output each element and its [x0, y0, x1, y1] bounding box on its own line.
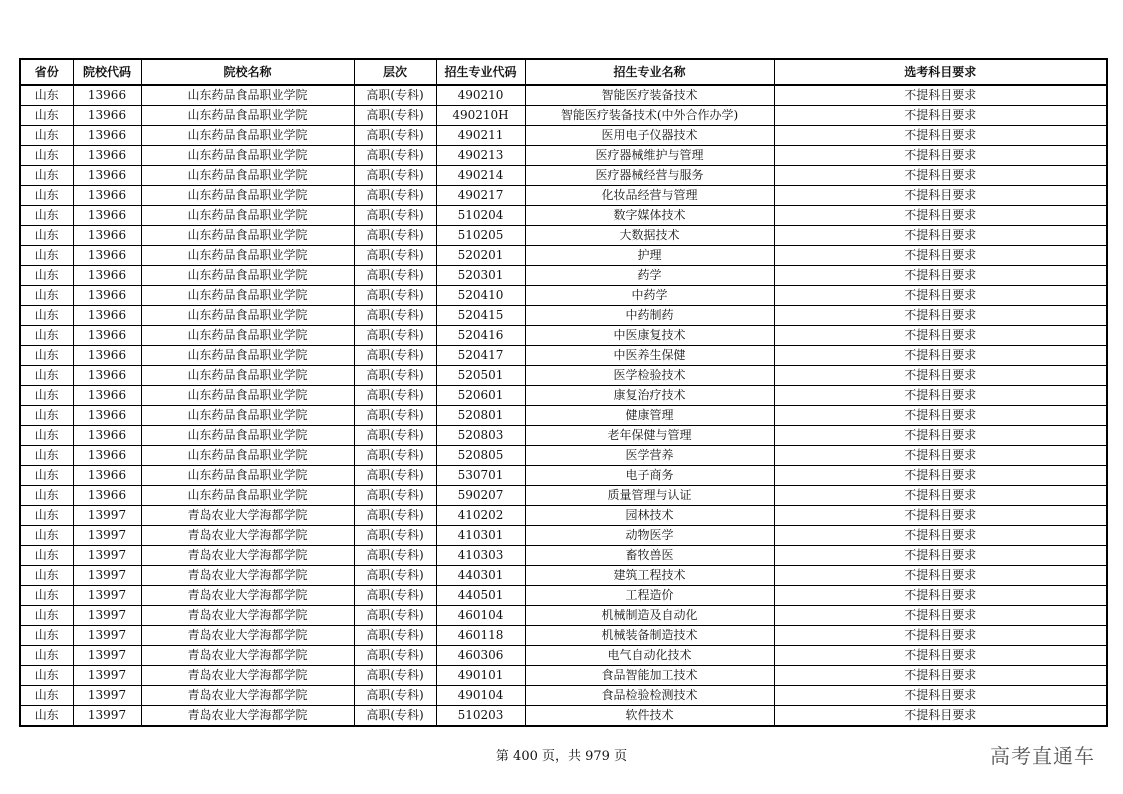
cell-level: 高职(专科) [354, 466, 436, 486]
cell-major-code: 490210 [436, 85, 525, 106]
cell-level: 高职(专科) [354, 446, 436, 466]
table-row [20, 606, 1107, 626]
cell-major-name: 电气自动化技术 [525, 646, 774, 666]
table-header [20, 59, 1107, 85]
cell-major-name: 建筑工程技术 [525, 566, 774, 586]
cell-major-code: 460306 [436, 646, 525, 666]
cell-subject-requirement: 不提科目要求 [774, 146, 1107, 166]
header-level: 层次 [354, 59, 436, 85]
cell-major-name: 化妆品经营与管理 [525, 186, 774, 206]
table-row [20, 406, 1107, 426]
cell-major-code: 520410 [436, 286, 525, 306]
cell-subject-requirement: 不提科目要求 [774, 126, 1107, 146]
table-row [20, 266, 1107, 286]
cell-school-name: 青岛农业大学海都学院 [141, 606, 354, 626]
cell-subject-requirement: 不提科目要求 [774, 446, 1107, 466]
cell-subject-requirement: 不提科目要求 [774, 666, 1107, 686]
cell-subject-requirement: 不提科目要求 [774, 306, 1107, 326]
cell-major-code: 510205 [436, 226, 525, 246]
header-major-code: 招生专业代码 [436, 59, 525, 85]
cell-school-name: 山东药品食品职业学院 [141, 166, 354, 186]
cell-subject-requirement: 不提科目要求 [774, 486, 1107, 506]
cell-school-name: 山东药品食品职业学院 [141, 186, 354, 206]
cell-school-name: 山东药品食品职业学院 [141, 486, 354, 506]
cell-major-code: 520501 [436, 366, 525, 386]
cell-school-code: 13997 [73, 506, 141, 526]
cell-subject-requirement: 不提科目要求 [774, 706, 1107, 727]
cell-major-code: 530701 [436, 466, 525, 486]
table-row [20, 526, 1107, 546]
cell-major-name: 电子商务 [525, 466, 774, 486]
cell-subject-requirement: 不提科目要求 [774, 206, 1107, 226]
cell-level: 高职(专科) [354, 85, 436, 106]
cell-subject-requirement: 不提科目要求 [774, 386, 1107, 406]
cell-subject-requirement: 不提科目要求 [774, 626, 1107, 646]
table-row [20, 586, 1107, 606]
cell-major-name: 质量管理与认证 [525, 486, 774, 506]
table-row [20, 346, 1107, 366]
cell-major-code: 460118 [436, 626, 525, 646]
cell-province: 山东 [20, 346, 73, 366]
cell-major-code: 520416 [436, 326, 525, 346]
cell-school-name: 青岛农业大学海都学院 [141, 546, 354, 566]
table-row [20, 286, 1107, 306]
cell-school-name: 山东药品食品职业学院 [141, 346, 354, 366]
header-row [20, 59, 1107, 85]
cell-school-name: 山东药品食品职业学院 [141, 306, 354, 326]
cell-school-name: 山东药品食品职业学院 [141, 246, 354, 266]
table-row [20, 666, 1107, 686]
cell-subject-requirement: 不提科目要求 [774, 226, 1107, 246]
cell-major-code: 520417 [436, 346, 525, 366]
cell-school-name: 青岛农业大学海都学院 [141, 626, 354, 646]
cell-school-code: 13966 [73, 306, 141, 326]
cell-school-name: 山东药品食品职业学院 [141, 266, 354, 286]
cell-subject-requirement: 不提科目要求 [774, 346, 1107, 366]
cell-school-name: 青岛农业大学海都学院 [141, 526, 354, 546]
cell-school-code: 13966 [73, 426, 141, 446]
cell-subject-requirement: 不提科目要求 [774, 286, 1107, 306]
cell-school-code: 13966 [73, 166, 141, 186]
cell-level: 高职(专科) [354, 426, 436, 446]
cell-school-code: 13966 [73, 286, 141, 306]
cell-school-code: 13966 [73, 326, 141, 346]
cell-school-code: 13966 [73, 386, 141, 406]
table-row [20, 106, 1107, 126]
cell-major-code: 490211 [436, 126, 525, 146]
cell-province: 山东 [20, 426, 73, 446]
page-number: 第 400 页，共 979 页 [495, 749, 628, 764]
cell-level: 高职(专科) [354, 126, 436, 146]
header-school-code: 院校代码 [73, 59, 141, 85]
cell-school-name: 山东药品食品职业学院 [141, 146, 354, 166]
cell-level: 高职(专科) [354, 106, 436, 126]
table-row [20, 506, 1107, 526]
cell-major-code: 490214 [436, 166, 525, 186]
cell-province: 山东 [20, 386, 73, 406]
cell-school-code: 13966 [73, 186, 141, 206]
cell-major-name: 机械装备制造技术 [525, 626, 774, 646]
cell-province: 山东 [20, 206, 73, 226]
cell-province: 山东 [20, 506, 73, 526]
cell-level: 高职(专科) [354, 626, 436, 646]
cell-province: 山东 [20, 526, 73, 546]
cell-school-name: 青岛农业大学海都学院 [141, 686, 354, 706]
cell-school-code: 13966 [73, 266, 141, 286]
cell-school-code: 13966 [73, 206, 141, 226]
table-row [20, 546, 1107, 566]
cell-province: 山东 [20, 226, 73, 246]
cell-major-name: 畜牧兽医 [525, 546, 774, 566]
cell-level: 高职(专科) [354, 666, 436, 686]
cell-subject-requirement: 不提科目要求 [774, 686, 1107, 706]
cell-level: 高职(专科) [354, 606, 436, 626]
cell-level: 高职(专科) [354, 286, 436, 306]
cell-subject-requirement: 不提科目要求 [774, 426, 1107, 446]
header-major-name: 招生专业名称 [525, 59, 774, 85]
cell-school-name: 山东药品食品职业学院 [141, 85, 354, 106]
cell-level: 高职(专科) [354, 546, 436, 566]
cell-major-name: 园林技术 [525, 506, 774, 526]
cell-province: 山东 [20, 286, 73, 306]
cell-school-code: 13997 [73, 626, 141, 646]
cell-school-name: 青岛农业大学海都学院 [141, 666, 354, 686]
watermark-logo: 高考直通车 [990, 744, 1095, 768]
cell-major-name: 医学营养 [525, 446, 774, 466]
table-row [20, 646, 1107, 666]
cell-subject-requirement: 不提科目要求 [774, 366, 1107, 386]
cell-major-code: 490213 [436, 146, 525, 166]
cell-level: 高职(专科) [354, 186, 436, 206]
cell-province: 山东 [20, 186, 73, 206]
table-row [20, 306, 1107, 326]
cell-subject-requirement: 不提科目要求 [774, 466, 1107, 486]
cell-major-name: 大数据技术 [525, 226, 774, 246]
cell-province: 山东 [20, 586, 73, 606]
cell-subject-requirement: 不提科目要求 [774, 506, 1107, 526]
cell-school-code: 13966 [73, 246, 141, 266]
cell-school-code: 13966 [73, 106, 141, 126]
cell-school-code: 13997 [73, 646, 141, 666]
cell-school-name: 山东药品食品职业学院 [141, 106, 354, 126]
cell-province: 山东 [20, 246, 73, 266]
cell-province: 山东 [20, 546, 73, 566]
cell-school-code: 13997 [73, 686, 141, 706]
cell-subject-requirement: 不提科目要求 [774, 646, 1107, 666]
cell-major-code: 410301 [436, 526, 525, 546]
cell-school-code: 13966 [73, 146, 141, 166]
cell-province: 山东 [20, 85, 73, 106]
cell-subject-requirement: 不提科目要求 [774, 586, 1107, 606]
cell-school-name: 山东药品食品职业学院 [141, 426, 354, 446]
cell-subject-requirement: 不提科目要求 [774, 546, 1107, 566]
cell-province: 山东 [20, 146, 73, 166]
cell-subject-requirement: 不提科目要求 [774, 106, 1107, 126]
cell-school-name: 山东药品食品职业学院 [141, 386, 354, 406]
cell-level: 高职(专科) [354, 346, 436, 366]
cell-school-name: 山东药品食品职业学院 [141, 406, 354, 426]
cell-province: 山东 [20, 626, 73, 646]
cell-major-name: 智能医疗装备技术(中外合作办学) [525, 106, 774, 126]
cell-school-name: 山东药品食品职业学院 [141, 286, 354, 306]
cell-school-code: 13997 [73, 526, 141, 546]
table-body [20, 85, 1107, 726]
cell-level: 高职(专科) [354, 206, 436, 226]
table-row [20, 186, 1107, 206]
cell-major-code: 410202 [436, 506, 525, 526]
cell-school-code: 13966 [73, 126, 141, 146]
table-row [20, 206, 1107, 226]
table-row [20, 126, 1107, 146]
cell-major-code: 490217 [436, 186, 525, 206]
table-row [20, 226, 1107, 246]
cell-major-name: 软件技术 [525, 706, 774, 727]
cell-level: 高职(专科) [354, 266, 436, 286]
cell-school-name: 青岛农业大学海都学院 [141, 586, 354, 606]
cell-school-code: 13966 [73, 366, 141, 386]
cell-major-code: 520805 [436, 446, 525, 466]
cell-school-name: 山东药品食品职业学院 [141, 126, 354, 146]
table-row [20, 85, 1107, 106]
table-row [20, 566, 1107, 586]
cell-school-code: 13997 [73, 666, 141, 686]
cell-province: 山东 [20, 606, 73, 626]
cell-major-name: 食品检验检测技术 [525, 686, 774, 706]
cell-school-code: 13997 [73, 566, 141, 586]
cell-school-name: 青岛农业大学海都学院 [141, 566, 354, 586]
cell-major-name: 中医养生保健 [525, 346, 774, 366]
cell-level: 高职(专科) [354, 226, 436, 246]
cell-major-code: 490101 [436, 666, 525, 686]
cell-province: 山东 [20, 646, 73, 666]
cell-level: 高职(专科) [354, 486, 436, 506]
cell-major-code: 490210H [436, 106, 525, 126]
cell-major-code: 440301 [436, 566, 525, 586]
table-row [20, 486, 1107, 506]
table-row [20, 706, 1107, 727]
cell-major-code: 490104 [436, 686, 525, 706]
cell-level: 高职(专科) [354, 646, 436, 666]
cell-subject-requirement: 不提科目要求 [774, 566, 1107, 586]
cell-province: 山东 [20, 306, 73, 326]
cell-major-code: 520415 [436, 306, 525, 326]
cell-major-code: 520801 [436, 406, 525, 426]
cell-province: 山东 [20, 126, 73, 146]
cell-subject-requirement: 不提科目要求 [774, 326, 1107, 346]
table-row [20, 246, 1107, 266]
header-subject-requirement: 选考科目要求 [774, 59, 1107, 85]
cell-school-code: 13997 [73, 546, 141, 566]
cell-subject-requirement: 不提科目要求 [774, 85, 1107, 106]
cell-school-code: 13966 [73, 486, 141, 506]
table-row [20, 166, 1107, 186]
cell-subject-requirement: 不提科目要求 [774, 406, 1107, 426]
cell-school-name: 山东药品食品职业学院 [141, 326, 354, 346]
cell-school-code: 13966 [73, 346, 141, 366]
cell-level: 高职(专科) [354, 366, 436, 386]
cell-school-code: 13966 [73, 85, 141, 106]
cell-level: 高职(专科) [354, 686, 436, 706]
cell-level: 高职(专科) [354, 306, 436, 326]
cell-province: 山东 [20, 406, 73, 426]
cell-major-code: 520601 [436, 386, 525, 406]
cell-province: 山东 [20, 666, 73, 686]
cell-province: 山东 [20, 466, 73, 486]
header-province: 省份 [20, 59, 73, 85]
table-row [20, 386, 1107, 406]
table-row [20, 466, 1107, 486]
table-row [20, 626, 1107, 646]
cell-major-name: 医学检验技术 [525, 366, 774, 386]
cell-major-name: 食品智能加工技术 [525, 666, 774, 686]
table-row [20, 326, 1107, 346]
cell-school-name: 山东药品食品职业学院 [141, 366, 354, 386]
cell-school-code: 13997 [73, 706, 141, 727]
cell-major-code: 410303 [436, 546, 525, 566]
cell-school-code: 13966 [73, 446, 141, 466]
cell-major-code: 520201 [436, 246, 525, 266]
cell-level: 高职(专科) [354, 586, 436, 606]
table-row [20, 446, 1107, 466]
cell-major-name: 中药学 [525, 286, 774, 306]
cell-major-name: 中医康复技术 [525, 326, 774, 346]
cell-level: 高职(专科) [354, 386, 436, 406]
cell-school-name: 青岛农业大学海都学院 [141, 646, 354, 666]
cell-subject-requirement: 不提科目要求 [774, 186, 1107, 206]
table-row [20, 366, 1107, 386]
cell-level: 高职(专科) [354, 166, 436, 186]
header-school-name: 院校名称 [141, 59, 354, 85]
cell-school-code: 13966 [73, 226, 141, 246]
cell-major-name: 护理 [525, 246, 774, 266]
cell-major-name: 中药制药 [525, 306, 774, 326]
cell-school-name: 山东药品食品职业学院 [141, 446, 354, 466]
cell-major-code: 460104 [436, 606, 525, 626]
cell-level: 高职(专科) [354, 406, 436, 426]
cell-major-name: 医用电子仪器技术 [525, 126, 774, 146]
cell-school-name: 青岛农业大学海都学院 [141, 706, 354, 727]
cell-level: 高职(专科) [354, 566, 436, 586]
cell-major-name: 医疗器械经营与服务 [525, 166, 774, 186]
cell-school-code: 13966 [73, 406, 141, 426]
cell-level: 高职(专科) [354, 326, 436, 346]
cell-province: 山东 [20, 366, 73, 386]
cell-province: 山东 [20, 486, 73, 506]
cell-major-name: 老年保健与管理 [525, 426, 774, 446]
cell-level: 高职(专科) [354, 706, 436, 727]
cell-province: 山东 [20, 446, 73, 466]
cell-subject-requirement: 不提科目要求 [774, 246, 1107, 266]
cell-school-name: 山东药品食品职业学院 [141, 226, 354, 246]
cell-subject-requirement: 不提科目要求 [774, 266, 1107, 286]
cell-school-name: 山东药品食品职业学院 [141, 206, 354, 226]
cell-major-code: 510203 [436, 706, 525, 727]
cell-level: 高职(专科) [354, 526, 436, 546]
admission-table [19, 58, 1108, 727]
cell-school-name: 山东药品食品职业学院 [141, 466, 354, 486]
table-row [20, 426, 1107, 446]
cell-major-name: 健康管理 [525, 406, 774, 426]
cell-major-name: 医疗器械维护与管理 [525, 146, 774, 166]
cell-subject-requirement: 不提科目要求 [774, 606, 1107, 626]
cell-school-code: 13997 [73, 606, 141, 626]
cell-province: 山东 [20, 266, 73, 286]
cell-subject-requirement: 不提科目要求 [774, 166, 1107, 186]
cell-major-code: 590207 [436, 486, 525, 506]
cell-school-code: 13997 [73, 586, 141, 606]
cell-subject-requirement: 不提科目要求 [774, 526, 1107, 546]
cell-major-code: 510204 [436, 206, 525, 226]
cell-province: 山东 [20, 566, 73, 586]
cell-level: 高职(专科) [354, 246, 436, 266]
cell-major-name: 康复治疗技术 [525, 386, 774, 406]
cell-major-code: 520803 [436, 426, 525, 446]
cell-major-code: 520301 [436, 266, 525, 286]
cell-school-name: 青岛农业大学海都学院 [141, 506, 354, 526]
cell-major-name: 动物医学 [525, 526, 774, 546]
cell-major-name: 工程造价 [525, 586, 774, 606]
cell-school-code: 13966 [73, 466, 141, 486]
cell-province: 山东 [20, 326, 73, 346]
table-row [20, 686, 1107, 706]
cell-major-name: 智能医疗装备技术 [525, 85, 774, 106]
cell-major-name: 机械制造及自动化 [525, 606, 774, 626]
cell-province: 山东 [20, 686, 73, 706]
cell-province: 山东 [20, 706, 73, 727]
cell-major-name: 数字媒体技术 [525, 206, 774, 226]
table-row [20, 146, 1107, 166]
cell-province: 山东 [20, 166, 73, 186]
cell-major-code: 440501 [436, 586, 525, 606]
cell-major-name: 药学 [525, 266, 774, 286]
cell-level: 高职(专科) [354, 146, 436, 166]
cell-level: 高职(专科) [354, 506, 436, 526]
cell-province: 山东 [20, 106, 73, 126]
